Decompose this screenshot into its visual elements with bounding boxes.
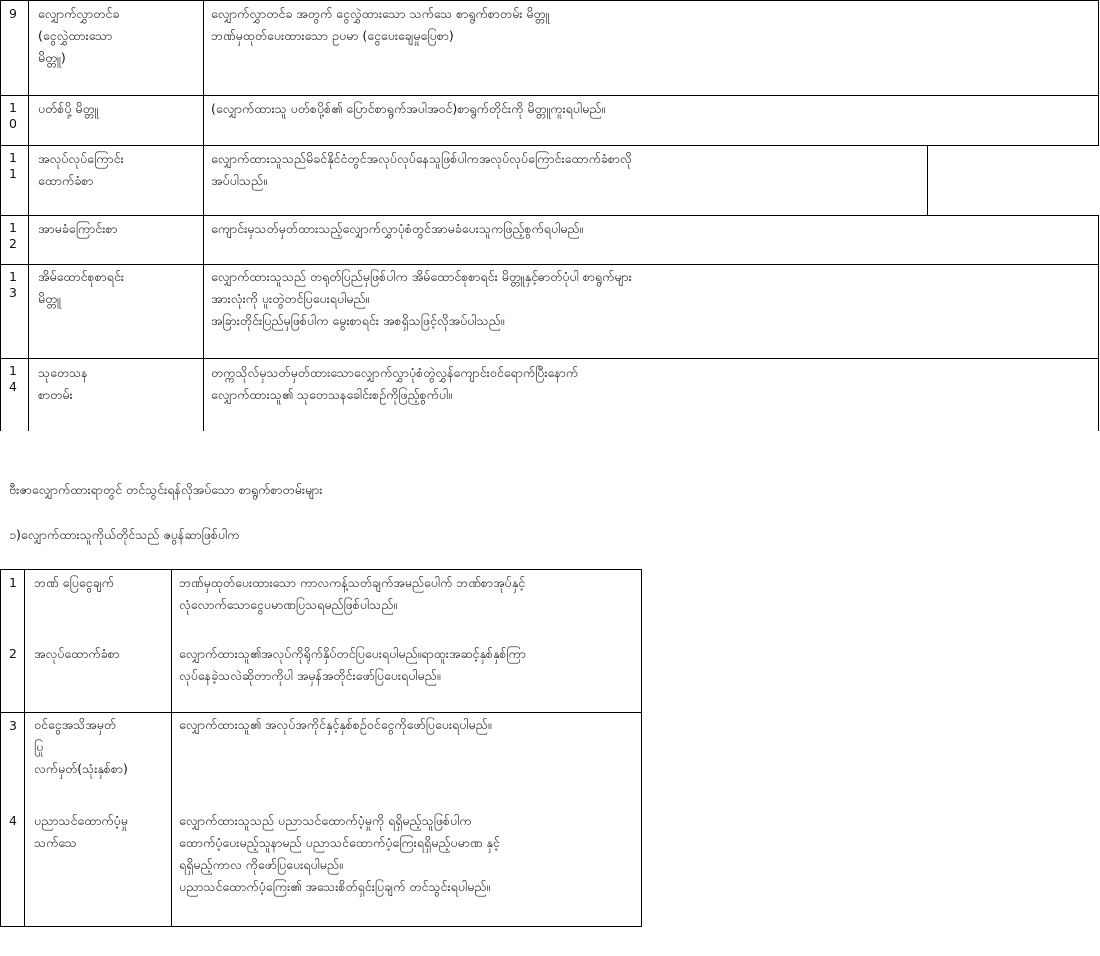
table1-right-border-lower bbox=[1098, 215, 1099, 431]
table1-row-content: တက္ကသိုလ်မှသတ်မှတ်ထားသောလျှောက်လွှာပုံစံတွဲလွှန်ကျောင်းဝင်ရောက်ပြီးနောက် လျှောက်ထားသူ၏ သုတေသနခေါင်းစဉ်ကိုဖြည့်စွက်ပါ။ bbox=[211, 365, 579, 402]
table1-row-content: (လျှောက်ထားသူ ပတ်စပို့စ်၏ ပြောင်စာရွက်အပါအဝင်)စာရွက်တိုင်းကို မိတ္တူကူးရပါမည်။ bbox=[211, 101, 606, 116]
table2-row-number: 3 bbox=[9, 718, 17, 733]
table1-row11-extra-divider bbox=[927, 145, 928, 215]
section-subheading: ၁)လျှောက်ထားသူကိုယ်တိုင်သည် ဇပွန်ဆာဖြစ်ပါက bbox=[9, 527, 240, 542]
table1-row-divider bbox=[0, 358, 1099, 359]
table2-row-content: ဘဏ်မှထုတ်ပေးထားသော ကာလကန့်သတ်ချက်အမည်ပေါက် ဘဏ်စာအုပ်နှင့် လုံလောက်သောငွေပမာဏပြသရမည်ဖြစ်ပါသည်။ bbox=[179, 575, 526, 612]
table1-row-divider bbox=[0, 95, 1099, 96]
table2-right-border bbox=[641, 569, 642, 927]
table1-row-label: သုတေသန စာတမ်း bbox=[38, 365, 88, 402]
table2-top-border bbox=[0, 569, 642, 570]
table1-row-label: အာမခံကြောင်းစာ bbox=[38, 221, 118, 236]
table1-row-divider bbox=[0, 145, 1099, 146]
table1-row-number: 1 4 bbox=[9, 363, 17, 394]
table1-row-content: လျှောက်လွှာတင်ခ အတွက် ငွေလွှဲထားသော သက်သေ စာရွက်စာတမ်း မိတ္တူ ဘဏ်မှထုတ်ပေးထားသော ဥပမာ (ငွေပေးချေမှုပြေစာ) bbox=[211, 6, 550, 43]
table1-row-number: 9 bbox=[9, 6, 17, 21]
table2-label-divider bbox=[24, 569, 25, 927]
table2-row-label: ဘဏ် ပြေငွေချက် bbox=[34, 575, 114, 590]
table2-row-number: 1 bbox=[9, 575, 17, 590]
table2-row-number: 2 bbox=[9, 646, 17, 661]
table1-top-border bbox=[0, 0, 1099, 1]
table1-row-number: 1 3 bbox=[9, 269, 17, 300]
table1-row-label: အလုပ်လုပ်ကြောင်း ထောက်ခံစာ bbox=[38, 151, 124, 188]
table2-row-label: ဝင်ငွေအသိအမှတ် ပြု လက်မှတ်(သုံးနှစ်စာ) bbox=[34, 717, 128, 776]
table1-row-divider bbox=[0, 264, 1099, 265]
table1-row-content: လျှောက်ထားသူသည် တရုတ်ပြည်မှဖြစ်ပါက အိမ်ထောင်စုစာရင်း မိတ္တူနှင့်ဓာတ်ပုံပါ စာရွက်များ အားလုံးကို ပူးတွဲတင်ပြပေးရပါမည်။ အခြားတိုင်းပြည်မှဖြစ်ပါက မွေးစာရင်း အစရှိသဖြင့်လိုအပ်ပါသည်။ bbox=[211, 269, 632, 328]
table1-right-border bbox=[1098, 0, 1099, 145]
table2-row-label: ပညာသင်ထောက်ပံ့မှု သက်သေ bbox=[34, 813, 128, 850]
table1-row-content: လျှောက်ထားသူသည်မိခင်နိုင်ငံတွင်အလုပ်လုပ်နေသူဖြစ်ပါကအလုပ်လုပ်ကြောင်းထောက်ခံစာလို အပ်ပါသည်။ bbox=[211, 151, 632, 188]
table2-bottom-border bbox=[0, 926, 642, 927]
table2-content-divider bbox=[171, 569, 172, 927]
table2-row-content: လျှောက်ထားသူ၏ အလုပ်အကိုင်နှင့်နှစ်စဉ်ဝင်ငွေကိုဖော်ပြပေးရပါမည်။ bbox=[179, 717, 492, 732]
table2-row-content: လျှောက်ထားသူသည် ပညာသင်ထောက်ပံ့မှုကို ရရှိမည့်သူဖြစ်ပါက ထောက်ပံ့ပေးမည့်သူနာမည် ပညာသင်ထောက်ပံ့ကြေးရရှိမည့်ပမာဏ နှင့် ရရှိမည့်ကာလ ကိုဖော်ပြပေးရပါမည်။ ပညာသင်ထောက်ပံ့ကြေး၏ အသေးစိတ်ရှင်းပြချက် တင်သွင်းရပါမည်။ bbox=[179, 813, 500, 894]
table2-row-divider bbox=[0, 712, 642, 713]
table2-row-content: လျှောက်ထားသူ၏အလုပ်ကိုရိုက်နှိပ်တင်ပြပေးရပါမည်။ရာထူးအဆင့်နှစ်နှစ်ကြာ လုပ်နေခဲ့သလဲဆိုတာကိုပါ အမှန်အတိုင်းဖော်ပြပေးရပါမည်။ bbox=[179, 646, 526, 683]
table1-row-content: ကျောင်းမှသတ်မှတ်ထားသည့်လျှောက်လွှာပုံစံတွင်အာမခံပေးသူကဖြည့်စွက်ရပါမည်။ bbox=[211, 221, 584, 236]
table1-row-number: 1 2 bbox=[9, 220, 17, 251]
table1-row-divider bbox=[0, 215, 1099, 216]
table2-row-label: အလုပ်ထောက်ခံစာ bbox=[34, 646, 120, 661]
table1-row-label: ပတ်စ်ပို့ မိတ္တူ bbox=[38, 101, 99, 116]
table1-row-label: အိမ်ထောင်စုစာရင်း မိတ္တူ bbox=[38, 269, 125, 306]
table2-row-number: 4 bbox=[9, 813, 17, 828]
table1-row-number: 1 1 bbox=[9, 150, 17, 181]
table1-row-label: လျှောက်လွှာတင်ခ (ငွေလွှဲထားသော မိတ္တူ) bbox=[38, 6, 120, 65]
table1-row-number: 1 0 bbox=[9, 100, 17, 131]
section-heading: ဗီးဇာလျှောက်ထားရာတွင် တင်သွင်းရန်လိုအပ်သော စာရွက်စာတမ်းများ bbox=[9, 482, 323, 497]
table2-left-border bbox=[0, 569, 1, 927]
